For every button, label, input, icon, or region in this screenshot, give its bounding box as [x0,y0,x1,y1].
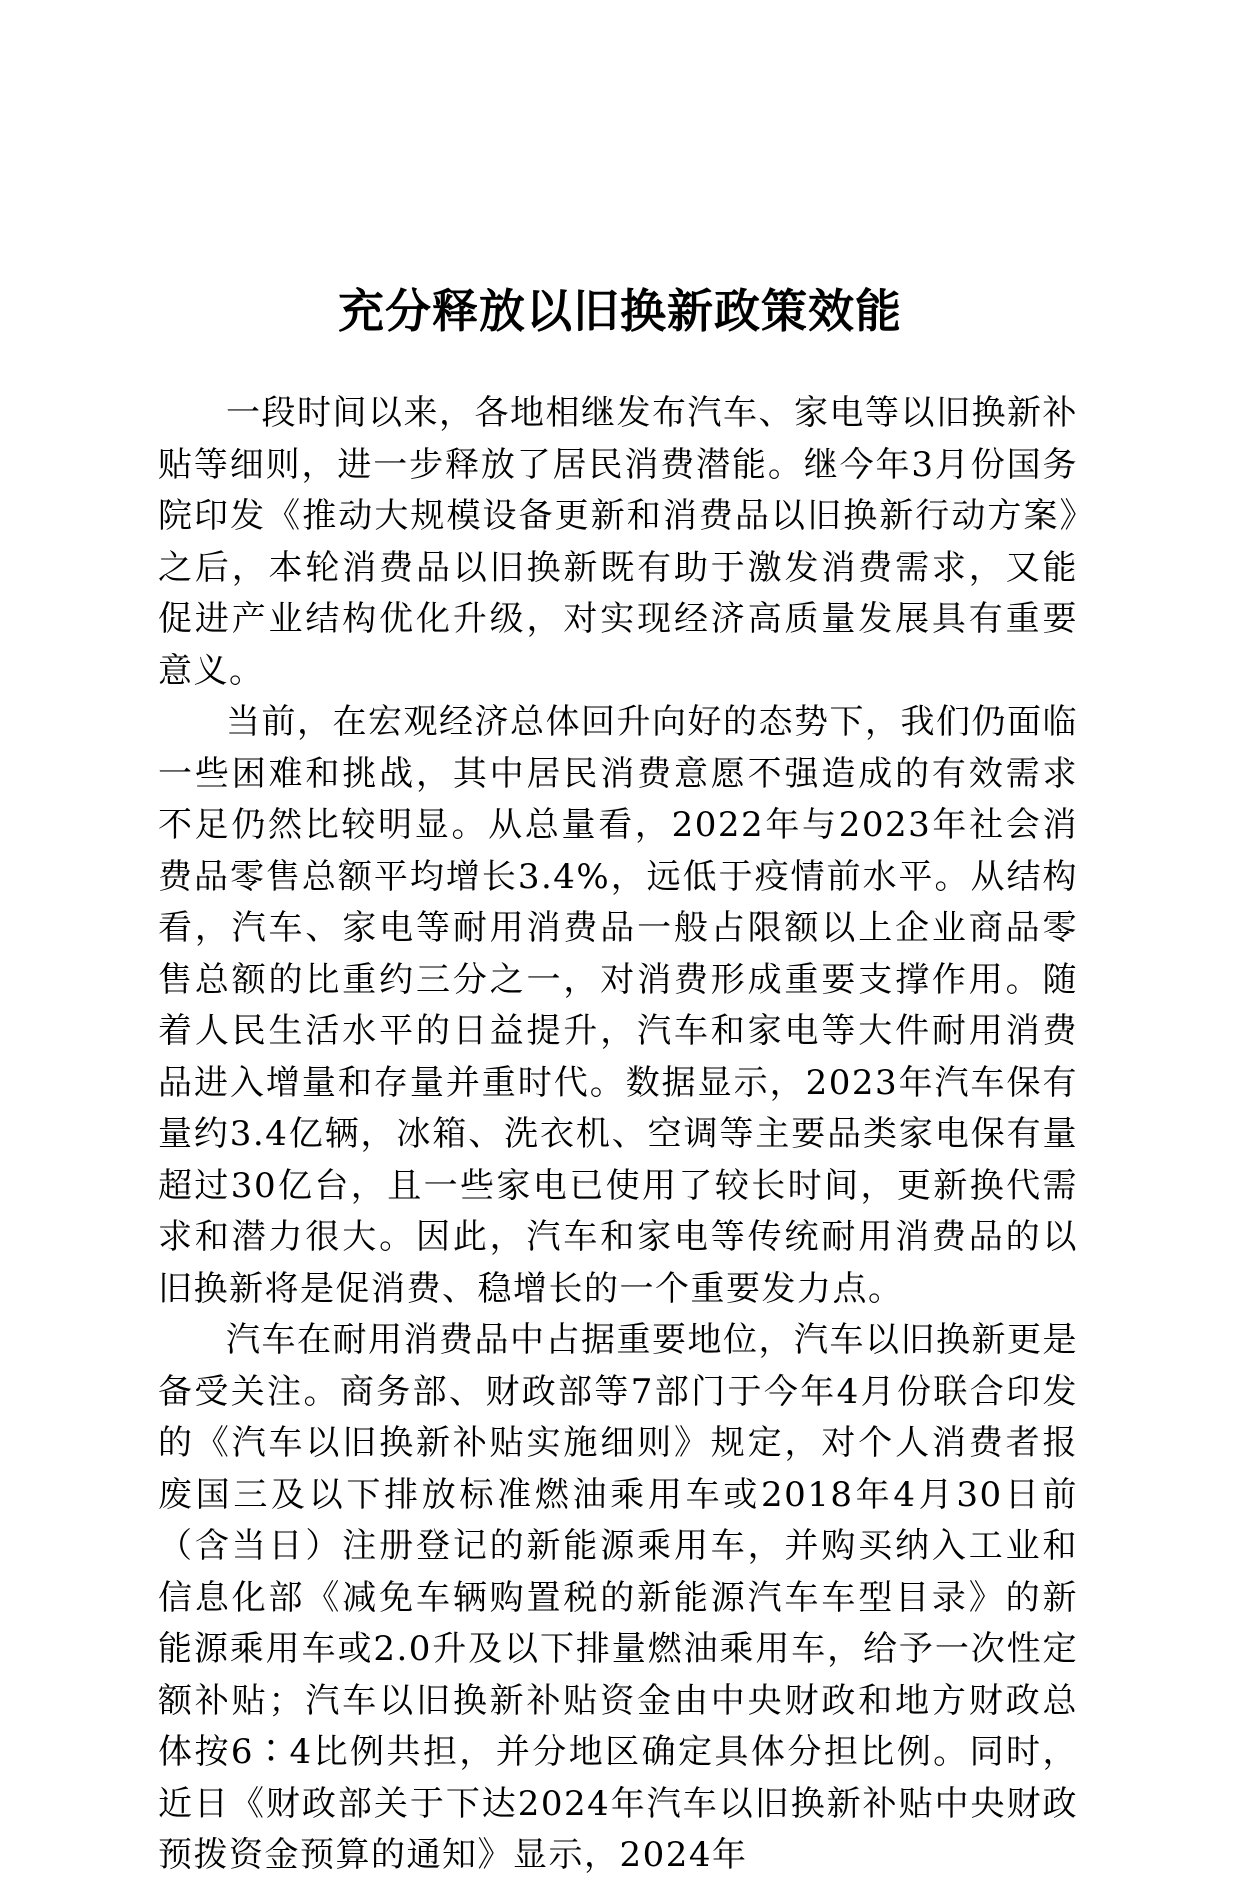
paragraph-3: 汽车在耐用消费品中占据重要地位，汽车以旧换新更是备受关注。商务部、财政部等7部门于今年4月份联合印发的《汽车以旧换新补贴实施细则》规定，对个人消费者报废国三及以下排放标准燃油乘用车或2018年4月30日前（含当日）注册登记的新能源乘用车，并购买纳入工业和信息化部《减免车辆购置税的新能源汽车车型目录》的新能源乘用车或2.0升及以下排量燃油乘用车，给予一次性定额补贴；汽车以旧换新补贴资金由中央财政和地方财政总体按6∶4比例共担，并分地区确定具体分担比例。同时，近日《财政部关于下达2024年汽车以旧换新补贴中央财政预拨资金预算的通知》显示，2024年 [158,1320,1078,1875]
paragraph-2: 当前，在宏观经济总体回升向好的态势下，我们仍面临一些困难和挑战，其中居民消费意愿不强造成的有效需求不足仍然比较明显。从总量看，2022年与2023年社会消费品零售总额平均增长3.4%，远低于疫情前水平。从结构看，汽车、家电等耐用消费品一般占限额以上企业商品零售总额的比重约三分之一，对消费形成重要支撑作用。随着人民生活水平的日益提升，汽车和家电等大件耐用消费品进入增量和存量并重时代。数据显示，2023年汽车保有量约3.4亿辆，冰箱、洗衣机、空调等主要品类家电保有量超过30亿台，且一些家电已使用了较长时间，更新换代需求和潜力很大。因此，汽车和家电等传统耐用消费品的以旧换新将是促消费、稳增长的一个重要发力点。 [158,702,1078,1309]
page-title: 充分释放以旧换新政策效能 [338,283,902,338]
paragraph-1: 一段时间以来，各地相继发布汽车、家电等以旧换新补贴等细则，进一步释放了居民消费潜能。继今年3月份国务院印发《推动大规模设备更新和消费品以旧换新行动方案》之后，本轮消费品以旧换新既有助于激发消费需求，又能促进产业结构优化升级，对实现经济高质量发展具有重要意义。 [158,393,1078,691]
article-body [158,388,1078,1882]
